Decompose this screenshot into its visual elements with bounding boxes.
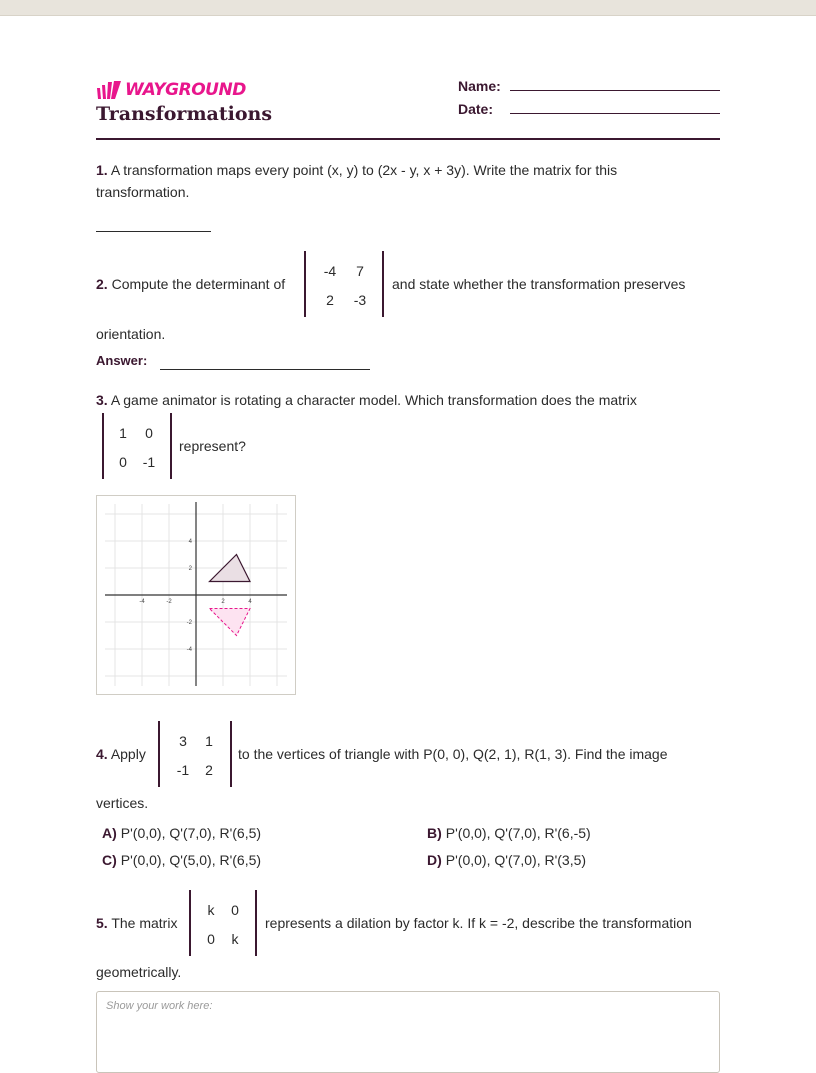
matrix-cell: 0 xyxy=(145,425,153,441)
work-area[interactable] xyxy=(96,991,720,1073)
matrix-cell: 2 xyxy=(326,292,334,308)
matrix-cell: -3 xyxy=(353,292,367,308)
option-letter: A) xyxy=(102,825,117,841)
date-label: Date: xyxy=(458,101,494,117)
x-tick-label: 4 xyxy=(248,599,252,605)
question-text: to the vertices of triangle with P(0, 0), Q(2, 1), R(1, 3). Find the image xyxy=(238,746,668,762)
coordinate-figure xyxy=(96,495,296,695)
question-number: 1. xyxy=(96,162,108,178)
question-1 xyxy=(96,159,726,203)
matrix-cell: k xyxy=(231,931,239,947)
answer-option-d[interactable] xyxy=(427,852,586,868)
top-bar xyxy=(0,0,816,16)
matrix-cell: 0 xyxy=(119,454,127,470)
matrix-cell: -1 xyxy=(142,454,156,470)
matrix-cell: 3 xyxy=(179,733,187,749)
y-tick-label: -4 xyxy=(186,647,192,653)
matrix xyxy=(158,721,232,787)
x-tick-label: 2 xyxy=(221,599,225,605)
option-letter: B) xyxy=(427,825,442,841)
question-text: represent? xyxy=(179,438,246,454)
question-text: and state whether the transformation preserves xyxy=(392,276,686,292)
matrix-cell: -4 xyxy=(323,263,337,279)
option-letter: D) xyxy=(427,852,442,868)
logo-icon xyxy=(96,80,122,100)
option-text: P'(0,0), Q'(7,0), R'(6,-5) xyxy=(445,825,591,841)
answer-label: Answer: xyxy=(96,353,148,368)
answer-option-c[interactable] xyxy=(102,852,261,868)
name-label: Name: xyxy=(458,78,501,94)
name-field[interactable] xyxy=(510,90,720,91)
y-tick-label: 2 xyxy=(188,566,192,572)
question-3 xyxy=(96,389,637,411)
option-text: P'(0,0), Q'(5,0), R'(6,5) xyxy=(120,852,262,868)
question-number: 3. xyxy=(96,392,108,408)
question-number: 2. xyxy=(96,276,108,292)
question-text: represents a dilation by factor k. If k = -2, describe the transformation xyxy=(265,915,692,931)
coordinate-plane xyxy=(97,496,295,694)
matrix-cell: 0 xyxy=(231,902,239,918)
question-4 xyxy=(96,743,146,765)
x-tick-label: -4 xyxy=(139,599,145,605)
answer-line[interactable] xyxy=(160,369,370,370)
question-text-continued: vertices. xyxy=(96,795,149,811)
matrix-cell: k xyxy=(207,902,215,918)
question-text: A transformation maps every point (x, y) to (2x - y, x + 3y). Write the matrix for this xyxy=(110,162,618,178)
brand-logo xyxy=(96,79,246,101)
question-number: 5. xyxy=(96,915,108,931)
question-text: Compute the determinant of xyxy=(111,276,286,292)
date-field[interactable] xyxy=(510,113,720,114)
matrix xyxy=(102,413,172,479)
matrix xyxy=(304,251,384,317)
question-number: 4. xyxy=(96,746,108,762)
matrix-cell: 1 xyxy=(119,425,127,441)
question-text-continued: transformation. xyxy=(96,184,190,200)
answer-option-a[interactable] xyxy=(102,825,261,841)
matrix xyxy=(189,890,257,956)
x-tick-label: -2 xyxy=(166,599,172,605)
matrix-cell: 2 xyxy=(205,762,213,778)
brand-name: WAYGROUND xyxy=(125,80,246,100)
question-text: The matrix xyxy=(111,915,178,931)
matrix-cell: 7 xyxy=(356,263,364,279)
y-tick-label: -2 xyxy=(186,620,192,626)
question-5 xyxy=(96,912,177,934)
option-letter: C) xyxy=(102,852,117,868)
matrix-cell: -1 xyxy=(176,762,190,778)
work-placeholder: Show your work here: xyxy=(106,1000,213,1012)
question-text: A game animator is rotating a character model. Which transformation does the matrix xyxy=(110,392,637,408)
header-divider xyxy=(96,138,720,140)
answer-line[interactable] xyxy=(96,231,211,232)
question-text-continued: orientation. xyxy=(96,326,166,342)
question-2 xyxy=(96,273,285,295)
matrix-cell: 0 xyxy=(207,931,215,947)
option-text: P'(0,0), Q'(7,0), R'(6,5) xyxy=(120,825,262,841)
matrix-cell: 1 xyxy=(205,733,213,749)
option-text: P'(0,0), Q'(7,0), R'(3,5) xyxy=(445,852,587,868)
question-text-continued: geometrically. xyxy=(96,964,182,980)
y-tick-label: 4 xyxy=(188,539,192,545)
worksheet-title: Transformations xyxy=(96,103,273,125)
answer-option-b[interactable] xyxy=(427,825,591,841)
question-text: Apply xyxy=(110,746,146,762)
